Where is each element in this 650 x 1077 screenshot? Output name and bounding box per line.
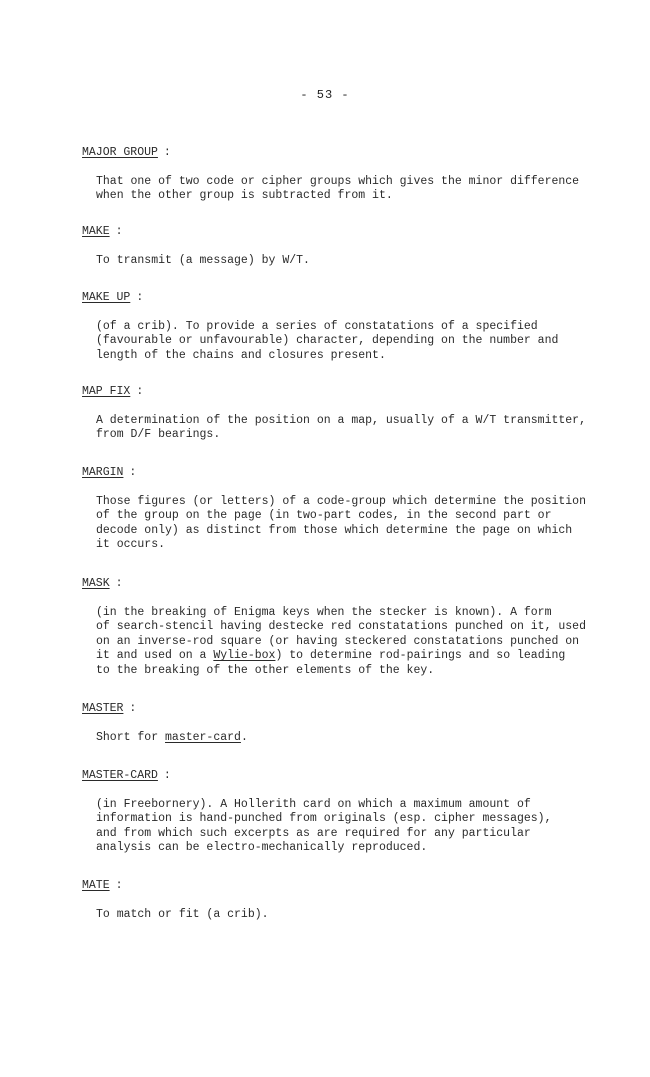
glossary-entry-make	[82, 225, 602, 268]
definition-line: on an inverse-rod square (or having steckered constatations punched on	[96, 634, 580, 648]
entry-term: MAP FIX	[82, 385, 131, 398]
entry-colon: :	[163, 769, 171, 782]
definition-line: Those figures (or letters) of a code-group which determine the position	[96, 494, 586, 508]
glossary-entry-master	[82, 702, 602, 745]
entry-term: MASTER-CARD	[82, 769, 158, 782]
definition-line: when the other group is subtracted from it.	[96, 189, 393, 202]
entry-heading	[82, 769, 602, 784]
definition-line: decode only) as distinct from those which determine the page on which	[96, 523, 573, 537]
entry-colon: :	[129, 702, 137, 715]
definition-line: (of a crib). To provide a series of constatations of a specified	[96, 319, 538, 333]
entry-definition	[96, 254, 596, 269]
entry-term: MAJOR GROUP	[82, 146, 158, 159]
entry-heading	[82, 291, 602, 306]
glossary-entry-mate	[82, 879, 602, 922]
definition-line: from D/F bearings.	[96, 428, 221, 441]
entry-colon: :	[115, 577, 123, 590]
entry-colon: :	[115, 879, 123, 892]
entry-term: MASK	[82, 577, 110, 590]
page-number: - 53 -	[300, 88, 350, 102]
entry-colon: :	[136, 385, 144, 398]
definition-line: (in Freebornery). A Hollerith card on which a maximum amount of	[96, 797, 531, 811]
entry-definition	[96, 798, 596, 856]
definition-line: to the breaking of the other elements of the key.	[96, 663, 435, 677]
definition-line: length of the chains and closures present.	[96, 348, 386, 362]
definition-line: (favourable or unfavourable) character, depending on the number and	[96, 334, 559, 347]
definition-line: analysis can be electro-mechanically reproduced.	[96, 841, 428, 854]
definition-line: it occurs.	[96, 538, 166, 551]
entry-heading	[82, 146, 602, 161]
entry-definition	[96, 606, 596, 679]
entry-definition	[96, 414, 596, 443]
entry-colon: :	[129, 466, 137, 479]
glossary-entry-major-group	[82, 146, 602, 204]
definition-text: it and used on a	[96, 649, 214, 662]
entry-definition	[96, 731, 596, 746]
glossary-entry-map-fix	[82, 385, 602, 443]
definition-line: of search-stencil having destecke red constatations punched on it, used	[96, 620, 586, 633]
entry-heading	[82, 577, 602, 592]
entry-heading	[82, 385, 602, 400]
glossary-entry-make-up	[82, 291, 602, 363]
entry-definition	[96, 908, 596, 923]
entry-heading	[82, 702, 602, 717]
definition-line: of the group on the page (in two-part codes, in the second part or	[96, 509, 552, 522]
definition-line: (in the breaking of Enigma keys when the stecker is known). A form	[96, 605, 552, 619]
cross-reference-link[interactable]: master-card	[165, 730, 241, 744]
entry-term: MARGIN	[82, 466, 124, 479]
entry-definition	[96, 495, 596, 553]
definition-line	[96, 731, 596, 746]
glossary-entry-margin	[82, 466, 602, 553]
entry-term: MAKE	[82, 225, 110, 238]
entry-heading	[82, 225, 602, 240]
entry-term: MATE	[82, 879, 110, 892]
definition-line: and from which such excerpts as are required for any particular	[96, 826, 531, 840]
cross-reference-link[interactable]: Wylie-box	[213, 649, 276, 662]
definition-line	[96, 649, 596, 664]
entry-colon: :	[136, 291, 144, 304]
definition-text: Short for	[96, 730, 166, 744]
entry-colon: :	[115, 225, 123, 238]
entry-term: MAKE UP	[82, 291, 131, 304]
definition-line: To transmit (a message) by W/T.	[96, 253, 310, 267]
glossary-entry-master-card	[82, 769, 602, 856]
entry-colon: :	[163, 146, 171, 159]
entry-term: MASTER	[82, 702, 124, 715]
glossary-entry-mask	[82, 577, 602, 678]
definition-line: That one of two code or cipher groups which gives the minor difference	[96, 174, 580, 188]
entry-definition	[96, 320, 596, 364]
entry-heading	[82, 879, 602, 894]
definition-line: information is hand-punched from originals (esp. cipher messages),	[96, 812, 552, 825]
entry-heading	[82, 466, 602, 481]
definition-line: To match or fit (a crib).	[96, 907, 269, 921]
definition-text: .	[240, 730, 248, 744]
definition-text: ) to determine rod-pairings and so leading	[275, 649, 566, 662]
definition-line: A determination of the position on a map, usually of a W/T transmitter,	[96, 413, 586, 427]
entry-definition	[96, 175, 596, 204]
